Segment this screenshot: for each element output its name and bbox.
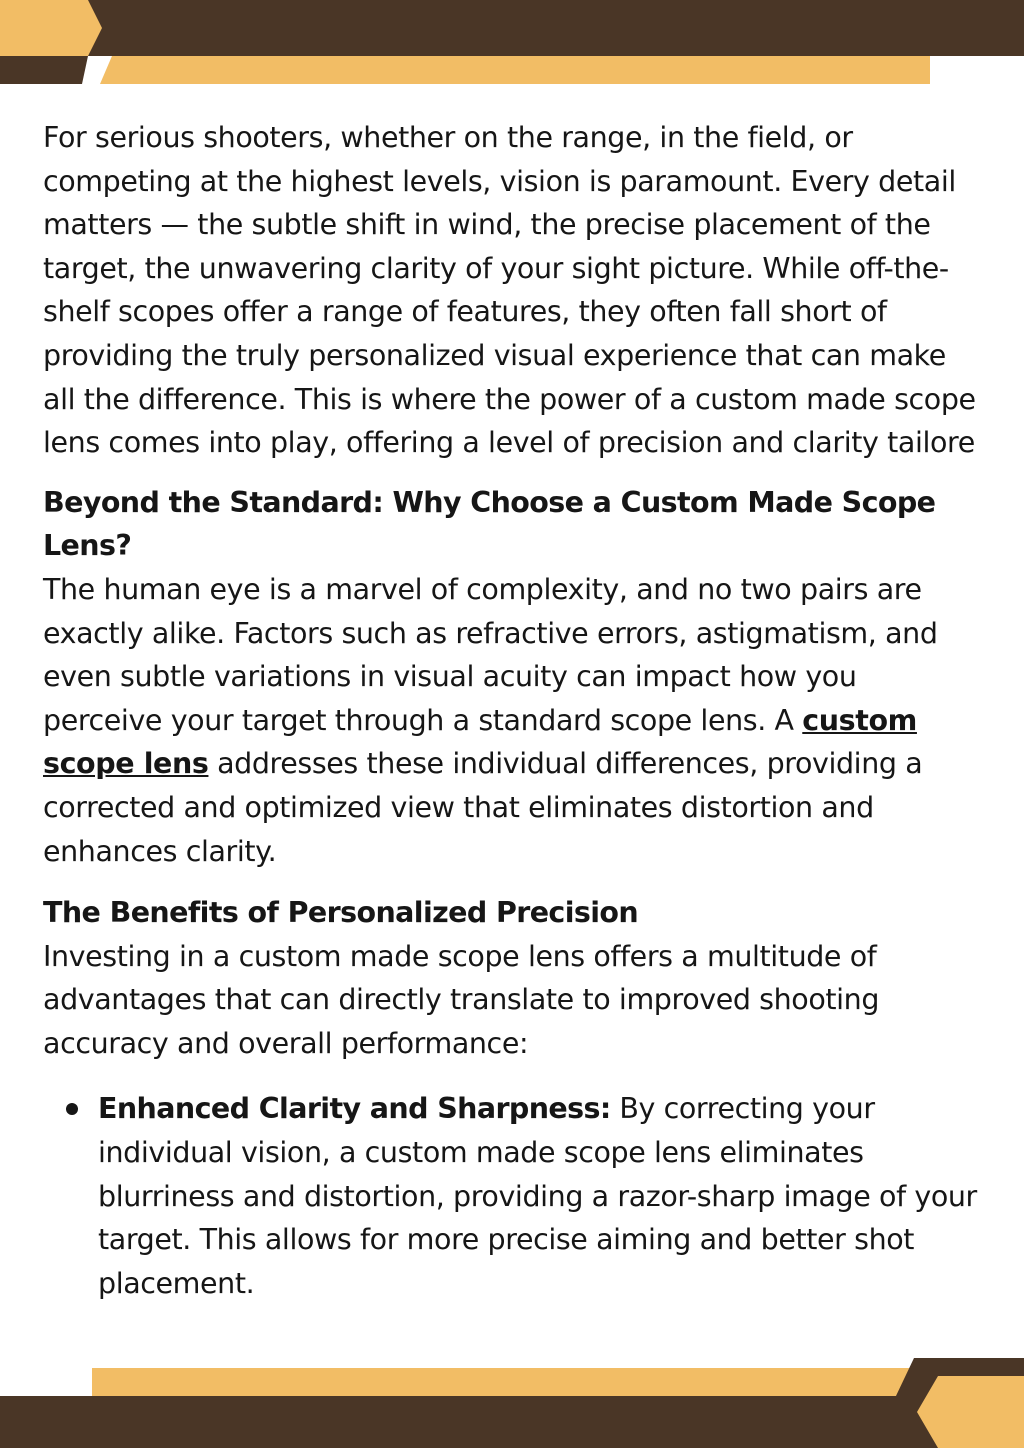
- article-content: [43, 116, 978, 1323]
- top-gold-stripe: [100, 56, 930, 84]
- paragraph-text: addresses these individual differences, providing a corrected and optimized view that eliminates distortion and enhances clarity.: [43, 747, 923, 868]
- bottom-brown-bar: [0, 1396, 1024, 1448]
- top-left-gold-tab: [0, 0, 102, 56]
- section-paragraph: Investing in a custom made scope lens offers a multitude of advantages that can directly translate to improved shooting accuracy and overall performance:: [43, 939, 880, 1060]
- bullet-title: Enhanced Clarity and Sharpness:: [98, 1092, 611, 1126]
- benefits-list: [43, 1087, 978, 1305]
- top-left-brown-tab: [0, 56, 88, 84]
- custom-scope-lens-link[interactable]: custom scope lens: [43, 703, 917, 781]
- paragraph-text: The human eye is a marvel of complexity, and no two pairs are exactly alike. Factors such as refractive errors, astigmatism, and even subtle variations in visual acuity can impact how you perceive your target through a standard scope lens. A: [43, 572, 938, 737]
- section-why-custom: [43, 481, 978, 873]
- top-banner-decoration: [0, 0, 1024, 84]
- list-item: [98, 1087, 978, 1305]
- top-brown-bar: [0, 0, 1024, 56]
- bottom-banner-decoration: [0, 1358, 1024, 1448]
- section-heading: Beyond the Standard: Why Choose a Custom Made Scope Lens?: [43, 485, 936, 563]
- section-paragraph: [43, 568, 978, 873]
- bottom-right-gold-tab: [917, 1376, 1024, 1448]
- bullet-dot-icon: [66, 1103, 78, 1115]
- section-benefits: [43, 891, 978, 1305]
- bottom-gold-stripe: [92, 1368, 932, 1398]
- bullet-text: By correcting your individual vision, a custom made scope lens eliminates blurriness and distortion, providing a razor-sharp image of your target. This allows for more precise aiming and better shot placement.: [98, 1092, 977, 1300]
- section-heading: The Benefits of Personalized Precision: [43, 896, 639, 930]
- intro-paragraph: For serious shooters, whether on the range, in the field, or competing at the highest levels, vision is paramount. Every detail matters — the subtle shift in wind, the precise placement of the target, the unwavering clarity of your sight picture. While off-the-shelf scopes offer a range of features, they often fall short of providing the truly personalized visual experience that can make all the difference. This is where the power of a custom made scope lens comes into play, offering a level of precision and clarity tailore: [43, 121, 976, 460]
